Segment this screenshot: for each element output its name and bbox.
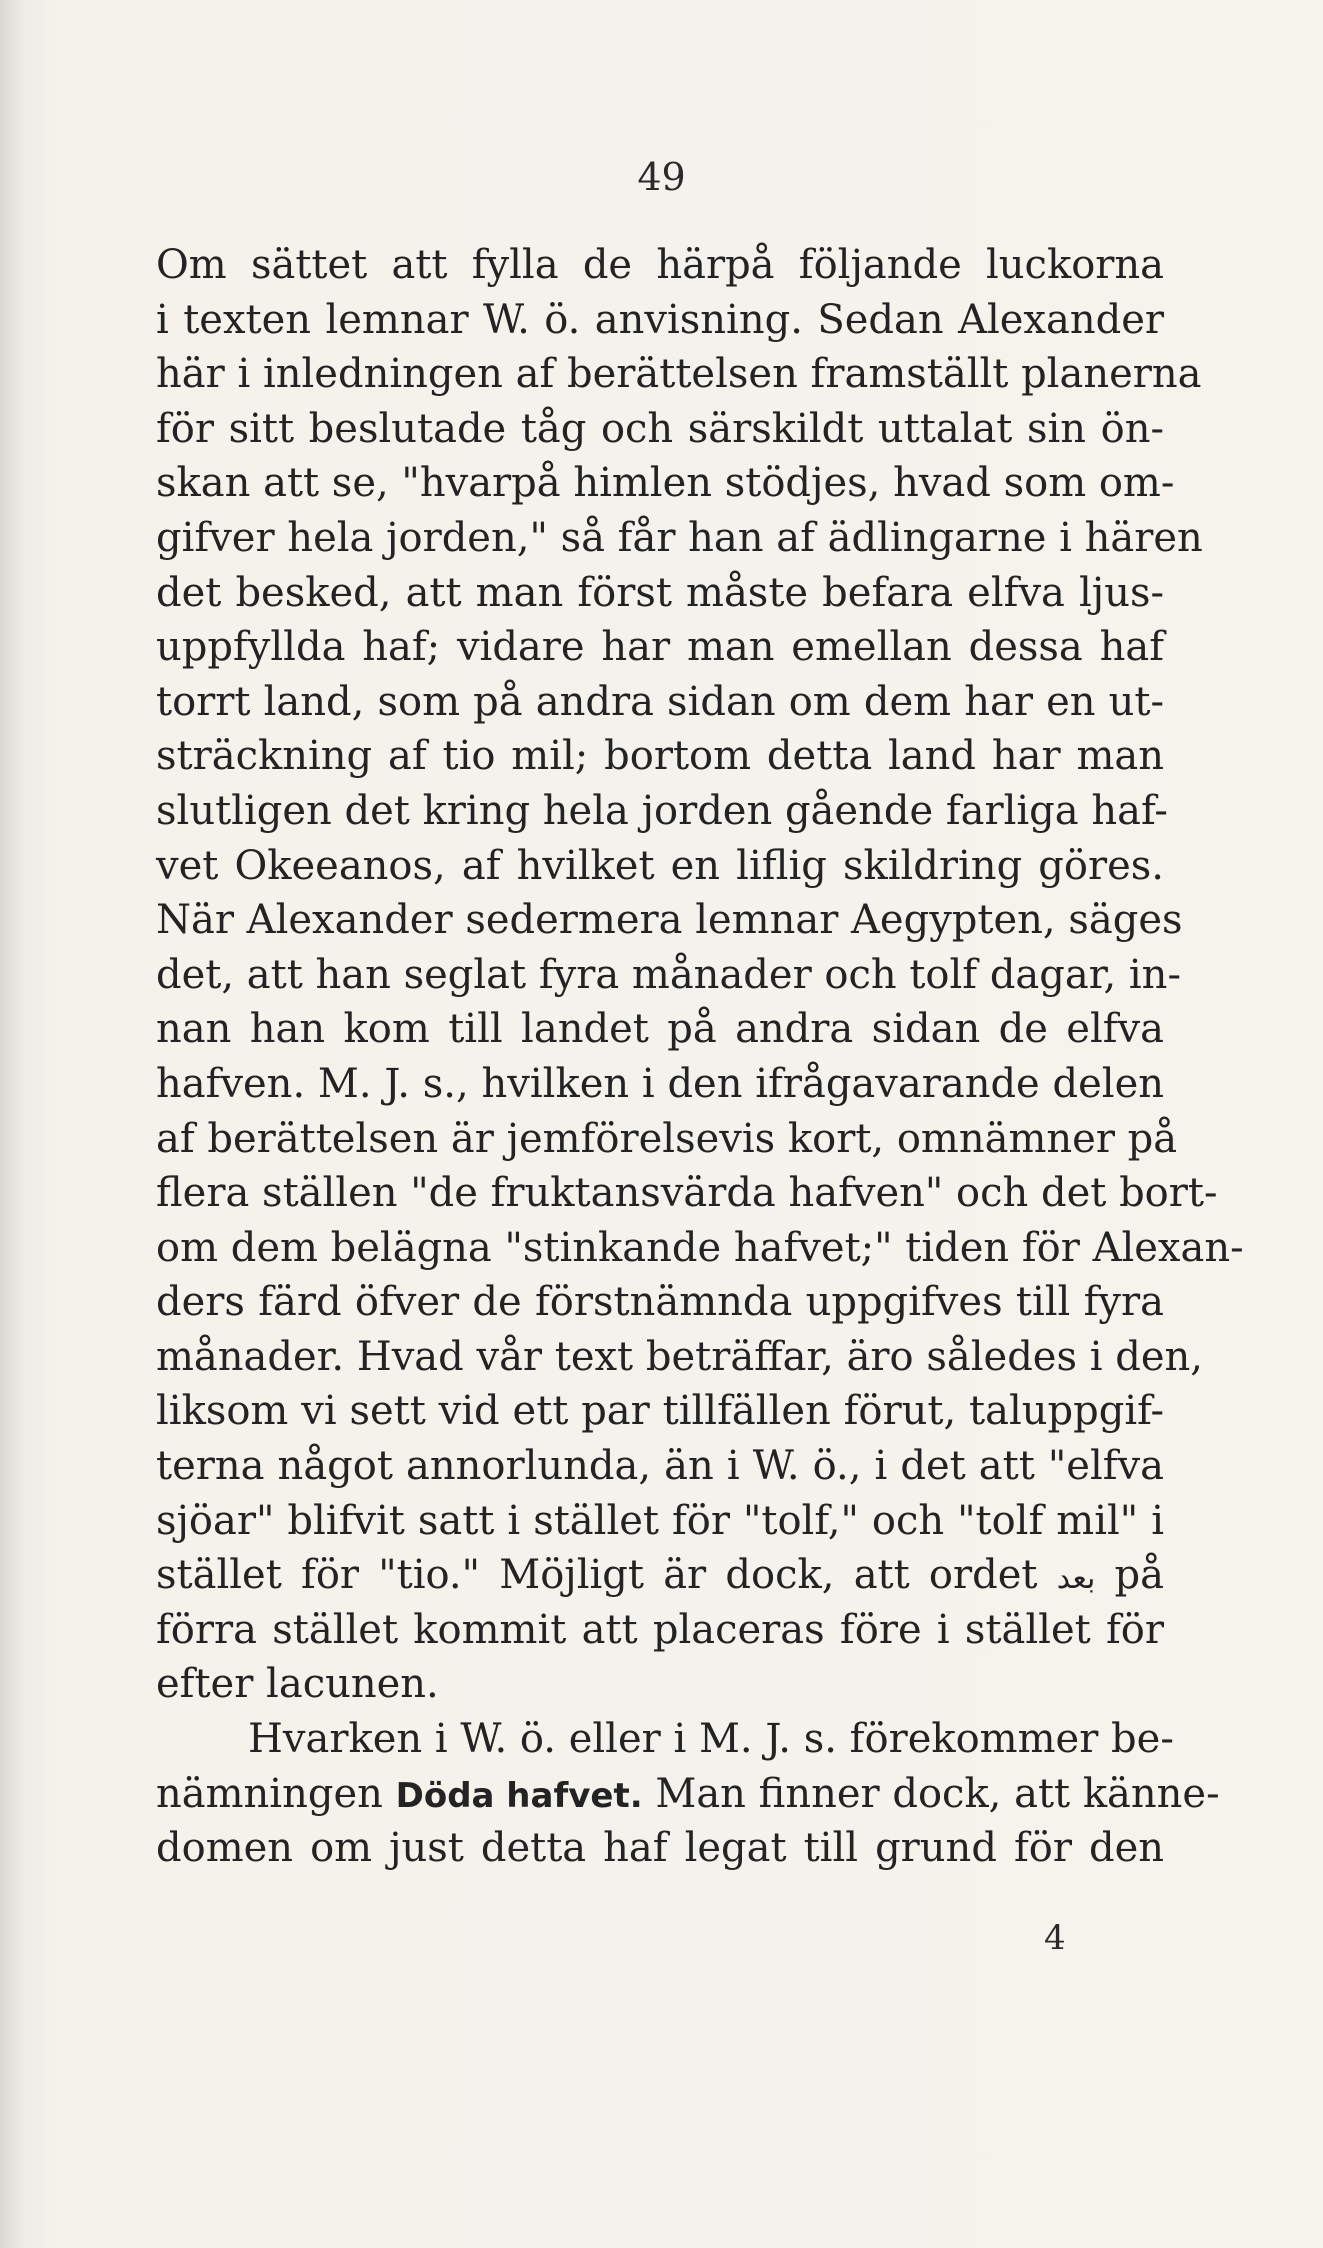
signature-mark: 4 xyxy=(1044,1918,1066,1958)
text-line: gifver hela jorden," så får han af ädlingarne i hären xyxy=(156,514,1203,561)
text-line: liksom vi sett vid ett par tillfällen förut, taluppgif- xyxy=(156,1388,1164,1435)
text-line: slutligen det kring hela jorden gående farliga haf- xyxy=(156,787,1168,834)
text-line: sjöar" blifvit satt i stället för "tolf," och "tolf mil" i xyxy=(156,1497,1164,1544)
text-line: sträckning af tio mil; bortom detta land har man xyxy=(156,733,1164,780)
text-line: vet Okeeanos, af hvilket en liflig skildring göres. xyxy=(156,842,1164,889)
text-line: om dem belägna "stinkande hafvet;" tiden för Alexan- xyxy=(156,1224,1244,1271)
text-line: nan han kom till landet på andra sidan de elfva xyxy=(156,1006,1164,1053)
text-line: efter lacunen. xyxy=(156,1661,439,1708)
arabic-word: ﺑﻌﺪ xyxy=(1056,1561,1096,1597)
text-line: terna något annorlunda, än i W. ö., i det att "elfva xyxy=(156,1443,1164,1490)
text-line: hafven. M. J. s., hvilken i den ifrågavarande delen xyxy=(156,1060,1164,1107)
text-line: förra stället kommit att placeras före i stället för xyxy=(156,1606,1164,1653)
text-line: torrt land, som på andra sidan om dem har en ut- xyxy=(156,678,1164,725)
text-line-arabic-word xyxy=(156,1548,1164,1603)
body-text xyxy=(156,238,1244,1876)
bold-term: Döda hafvet. xyxy=(395,1775,643,1816)
text-line: af berättelsen är jemförelsevis kort, omnämner på xyxy=(156,1115,1178,1162)
text-line: flera ställen "de fruktansvärda hafven" och det bort- xyxy=(156,1170,1218,1217)
text-line: i texten lemnar W. ö. anvisning. Sedan Alexander xyxy=(156,296,1164,343)
text-line: här i inledningen af berättelsen framställt planerna xyxy=(156,351,1202,398)
text-line: Om sättet att fylla de härpå följande luckorna xyxy=(156,242,1164,288)
text-line: det, att han seglat fyra månader och tolf dagar, in- xyxy=(156,951,1181,998)
text-line: När Alexander sedermera lemnar Aegypten, säges xyxy=(156,897,1183,944)
text-line-bold-term xyxy=(156,1767,1220,1822)
line-start: stället för "tio." Möjligt är dock, att ordet xyxy=(156,1552,1057,1599)
line-start: nämningen xyxy=(156,1770,396,1817)
text-line: domen om just detta haf legat till grund för den xyxy=(156,1825,1164,1872)
text-line: månader. Hvad vår text beträffar, äro således i den, xyxy=(156,1333,1203,1380)
text-line: uppfyllda haf; vidare har man emellan dessa haf xyxy=(156,624,1164,671)
line-end: Man finner dock, att känne- xyxy=(642,1770,1220,1817)
text-line: ders färd öfver de förstnämnda uppgifves till fyra xyxy=(156,1279,1164,1326)
page-number: 49 xyxy=(637,155,686,199)
text-line: för sitt beslutade tåg och särskildt uttalat sin ön- xyxy=(156,405,1164,452)
text-line: Hvarken i W. ö. eller i M. J. s. förekommer be- xyxy=(248,1716,1174,1763)
text-line: skan att se, "hvarpå himlen stödjes, hvad som om- xyxy=(156,460,1175,507)
text-line: det besked, att man först måste befara elfva ljus- xyxy=(156,569,1164,616)
line-end: på xyxy=(1095,1552,1164,1599)
